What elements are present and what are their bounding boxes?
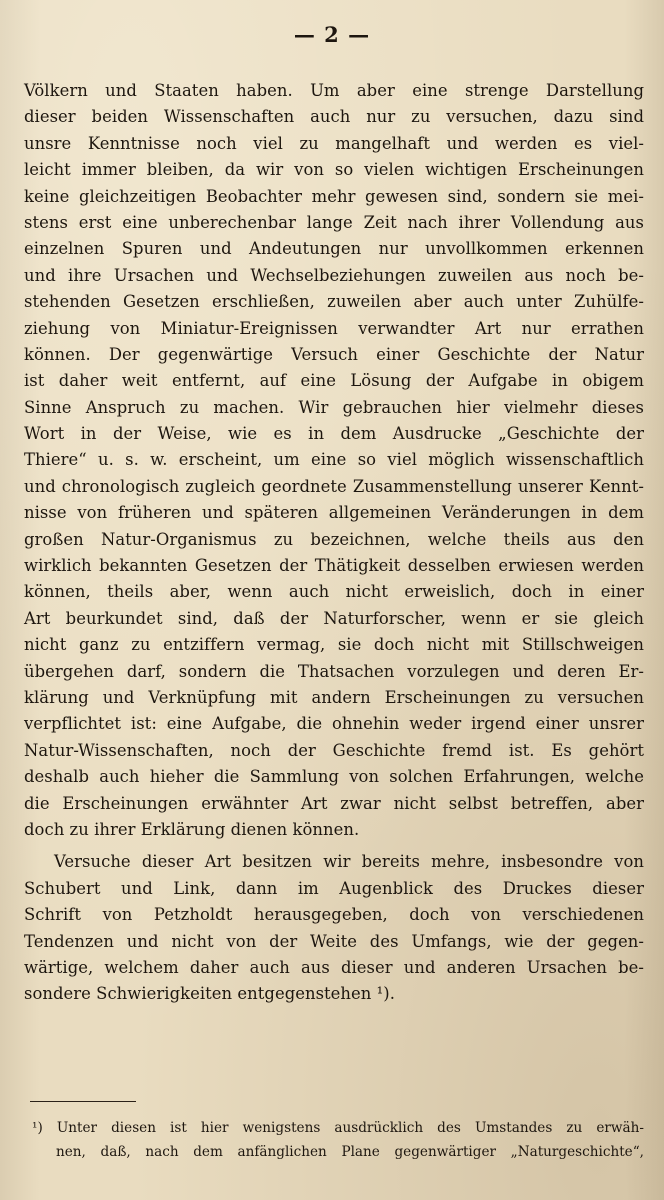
text-line: übergehen darf, sondern die Thatsachen vorzulegen und deren Er- xyxy=(24,661,644,681)
text-line: klärung und Verknüpfung mit andern Erscheinungen zu versuchen xyxy=(24,687,644,707)
text-line: Versuche dieser Art besitzen wir bereits mehre, insbesondre von xyxy=(54,852,644,872)
text-line: nicht ganz zu entziffern vermag, sie doch nicht mit Stillschweigen xyxy=(24,635,644,655)
text-line: doch zu ihrer Erklärung dienen können. xyxy=(24,819,360,839)
text-line: ist daher weit entfernt, auf eine Lösung der Aufgabe in obigem xyxy=(24,371,644,391)
text-line: Schrift von Petzholdt herausgegeben, doch von verschiedenen xyxy=(24,905,644,925)
text-line: leicht immer bleiben, da wir von so vielen wichtigen Erscheinungen xyxy=(24,160,644,180)
text-line: Wort in der Weise, wie es in dem Ausdrucke „Geschichte der xyxy=(24,424,644,444)
main-text xyxy=(24,78,644,1008)
footnote-line: nen, daß, nach dem anfänglichen Plane gegenwärtiger „Naturgeschichte“, xyxy=(56,1144,644,1160)
text-line: stens erst eine unberechenbar lange Zeit nach ihrer Vollendung aus xyxy=(24,212,644,232)
footnote-line: ¹) Unter diesen ist hier wenigstens ausdrücklich des Umstandes zu erwäh- xyxy=(32,1120,644,1136)
text-line: wirklich bekannten Gesetzen der Thätigkeit desselben erwiesen werden xyxy=(24,556,644,576)
text-line: großen Natur-Organismus zu bezeichnen, welche theils aus den xyxy=(24,529,644,549)
text-line: Art beurkundet sind, daß der Naturforscher, wenn er sie gleich xyxy=(24,608,644,628)
text-line: keine gleichzeitigen Beobachter mehr gewesen sind, sondern sie mei- xyxy=(24,186,644,206)
text-line: sondere Schwierigkeiten entgegenstehen ¹). xyxy=(24,984,395,1004)
page-number: — 2 — xyxy=(293,22,371,47)
text-line: ziehung von Miniatur-Ereignissen verwandter Art nur errathen xyxy=(24,318,644,338)
text-line: Tendenzen und nicht von der Weite des Umfangs, wie der gegen- xyxy=(24,931,644,951)
text-line: unsre Kenntnisse noch viel zu mangelhaft und werden es viel- xyxy=(24,133,644,153)
text-line: und ihre Ursachen und Wechselbeziehungen zuweilen aus noch be- xyxy=(24,265,644,285)
text-line: können, theils aber, wenn auch nicht erweislich, doch in einer xyxy=(24,582,644,602)
text-line: die Erscheinungen erwähnter Art zwar nicht selbst betreffen, aber xyxy=(24,793,644,813)
text-line: Sinne Anspruch zu machen. Wir gebrauchen hier vielmehr dieses xyxy=(24,397,644,417)
text-line: stehenden Gesetzen erschließen, zuweilen aber auch unter Zuhülfe- xyxy=(24,292,644,312)
footnote-divider xyxy=(30,1101,136,1102)
text-line: einzelnen Spuren und Andeutungen nur unvollkommen erkennen xyxy=(24,239,644,259)
text-line: Natur-Wissenschaften, noch der Geschichte fremd ist. Es gehört xyxy=(24,740,644,760)
text-line: Thiere“ u. s. w. erscheint, um eine so viel möglich wissenschaftlich xyxy=(24,450,644,470)
text-line: verpflichtet ist: eine Aufgabe, die ohnehin weder irgend einer unsrer xyxy=(24,714,644,734)
text-line: und chronologisch zugleich geordnete Zusammenstellung unserer Kennt- xyxy=(24,476,644,496)
text-line: deshalb auch hieher die Sammlung von solchen Erfahrungen, welche xyxy=(24,767,644,787)
text-line: Völkern und Staaten haben. Um aber eine strenge Darstellung xyxy=(24,81,644,100)
text-line: können. Der gegenwärtige Versuch einer Geschichte der Natur xyxy=(24,344,644,364)
text-line: nisse von früheren und späteren allgemeinen Veränderungen in dem xyxy=(24,503,644,523)
footnote xyxy=(32,1116,644,1164)
text-line: Schubert und Link, dann im Augenblick des Druckes dieser xyxy=(24,878,644,898)
text-line: wärtige, welchem daher auch aus dieser und anderen Ursachen be- xyxy=(24,957,644,977)
text-line: dieser beiden Wissenschaften auch nur zu versuchen, dazu sind xyxy=(24,107,644,127)
